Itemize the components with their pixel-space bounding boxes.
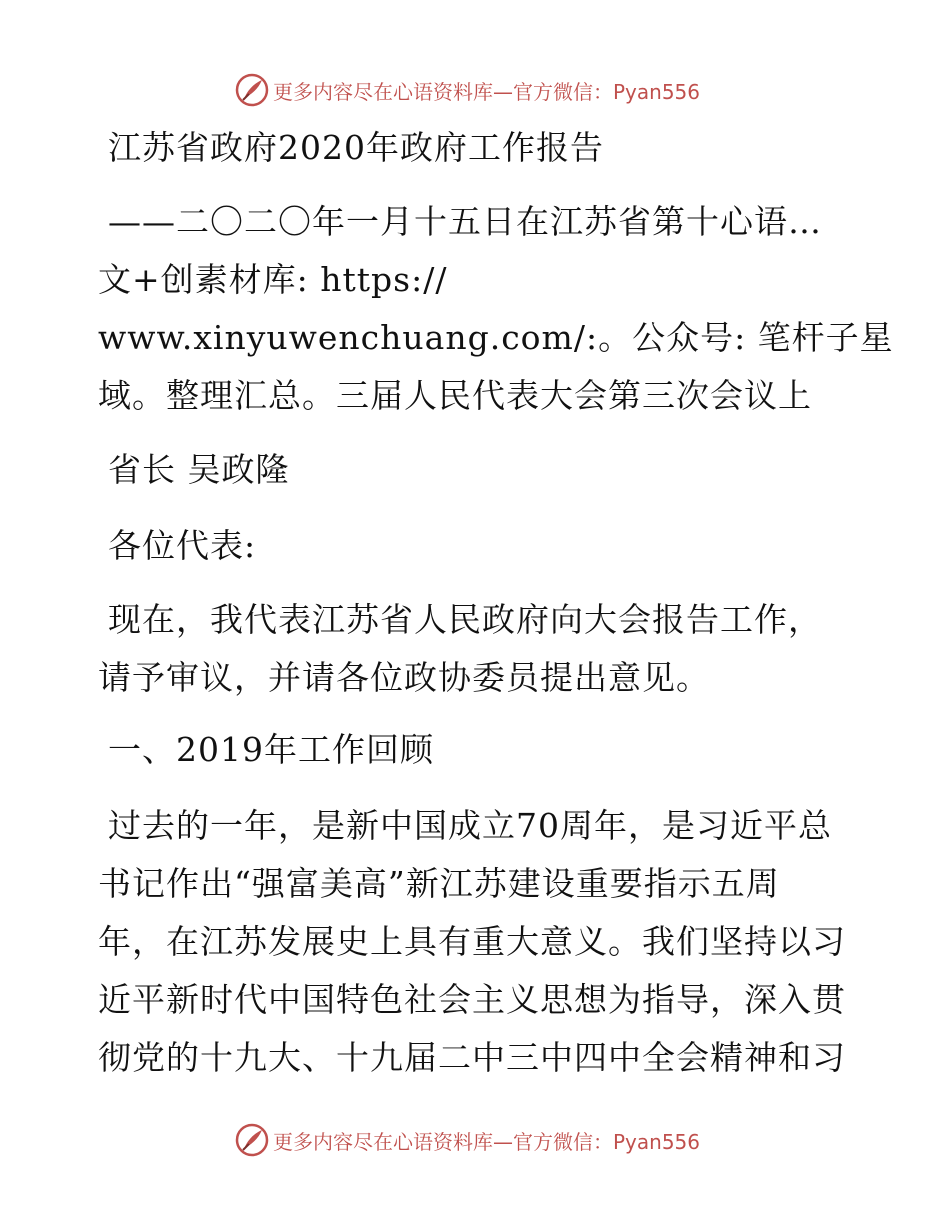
salutation-line: 各位代表: <box>108 526 257 565</box>
section-heading: 一、2019年工作回顾 <box>108 730 434 769</box>
paragraph-line: 现在，我代表江苏省人民政府向大会报告工作， <box>108 600 822 639</box>
text-line: www.xinyuwenchuang.com/:。公众号: 笔杆子星 <box>98 318 894 357</box>
paragraph-line: 彻党的十九大、十九届二中三中四中全会精神和习 <box>98 1038 846 1077</box>
paragraph-line: 近平新时代中国特色社会主义思想为指导，深入贯 <box>98 980 846 1019</box>
speaker-line: 省长 吴政隆 <box>108 450 290 489</box>
feather-quill-logo-icon <box>235 73 269 107</box>
subtitle-line: ——二〇二〇年一月十五日在江苏省第十心语… <box>108 202 822 241</box>
text-line: 域。整理汇总。三届人民代表大会第三次会议上 <box>98 376 812 415</box>
feather-quill-logo-icon <box>235 1123 269 1157</box>
text-line: 文+创素材库: https:// <box>98 260 448 299</box>
paragraph-line: 过去的一年，是新中国成立70周年，是习近平总 <box>108 806 832 845</box>
footer-watermark <box>235 1120 700 1160</box>
watermark-text: 更多内容尽在心语资料库—官方微信：Pyan556 <box>273 79 701 104</box>
header-watermark <box>235 70 700 110</box>
document-title: 江苏省政府2020年政府工作报告 <box>108 128 604 167</box>
paragraph-line: 年，在江苏发展史上具有重大意义。我们坚持以习 <box>98 922 846 961</box>
watermark-text: 更多内容尽在心语资料库—官方微信：Pyan556 <box>273 1129 701 1154</box>
paragraph-line: 请予审议，并请各位政协委员提出意见。 <box>98 658 710 697</box>
paragraph-line: 书记作出“强富美高”新江苏建设重要指示五周 <box>98 864 780 903</box>
